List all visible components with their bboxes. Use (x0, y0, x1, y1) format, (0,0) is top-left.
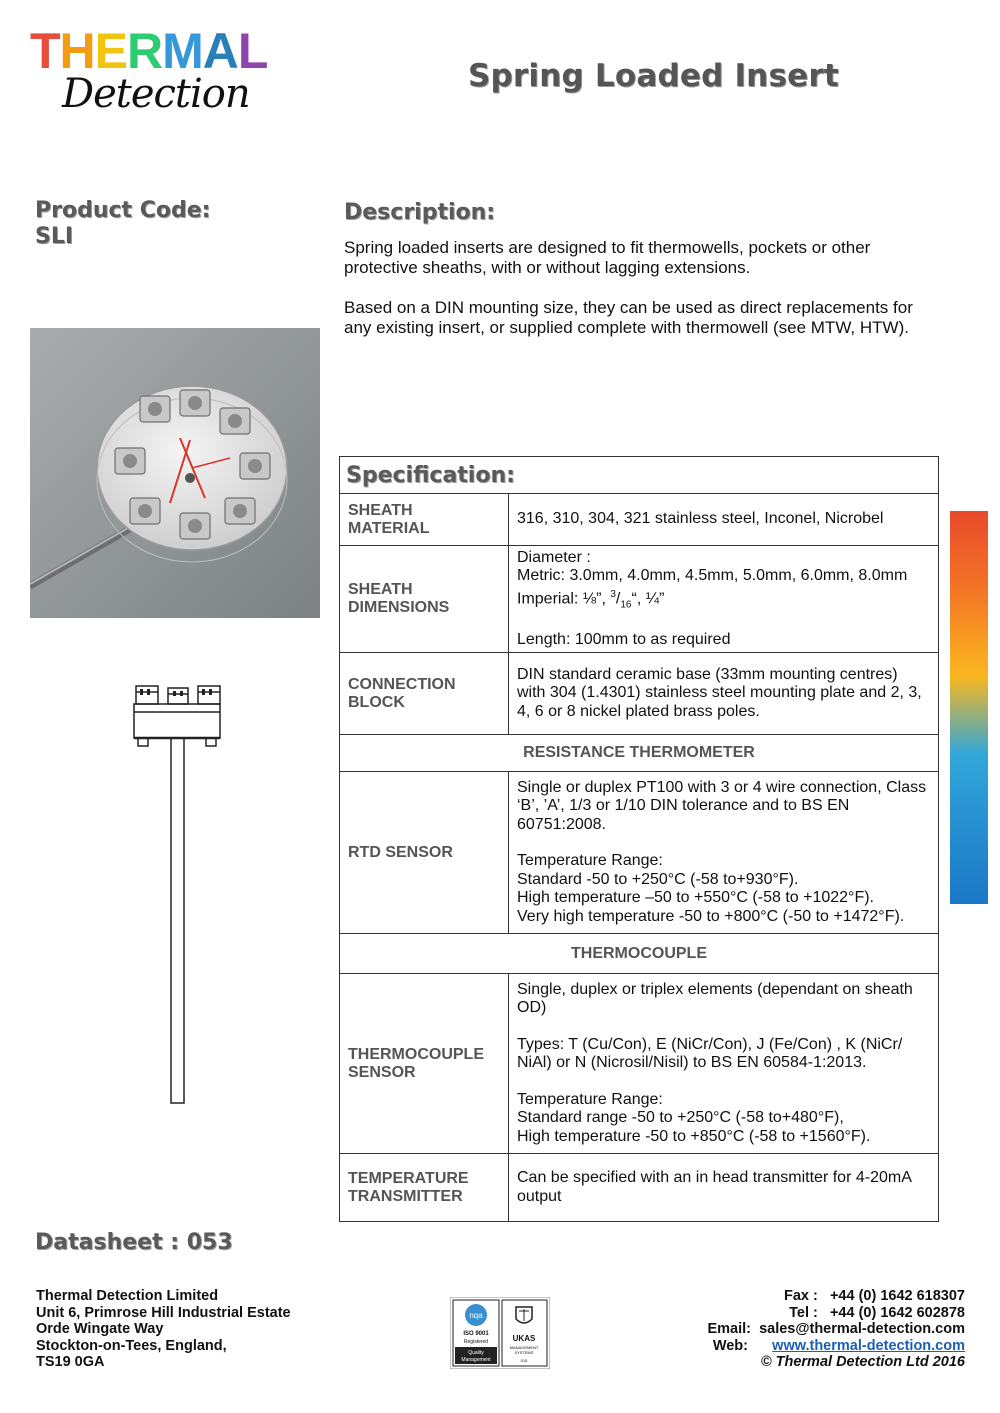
tc-range-title: Temperature Range: (517, 1090, 663, 1108)
spec-label-rtd-sensor: RTD SENSOR (340, 772, 509, 934)
section-heading-resistance-thermometer: RESISTANCE THERMOMETER (340, 735, 939, 772)
spec-diameter: Diameter : (517, 548, 591, 566)
copyright: © Thermal Detection Ltd 2016 (760, 1354, 965, 1371)
rtd-range-very-high: Very high temperature -50 to +800°C (-50 to +1472°F). (517, 907, 905, 925)
spec-label-line: THERMOCOUPLE (348, 1045, 484, 1063)
logo-letter: L (237, 23, 268, 79)
spec-metric: Metric: 3.0mm, 4.0mm, 4.5mm, 5.0mm, 6.0mm, 8.0mm (517, 567, 908, 585)
spec-imperial-numerator: 3 (610, 588, 616, 600)
logo-letter: A (202, 23, 238, 79)
website-link[interactable]: www.thermal-detection.com (772, 1337, 965, 1354)
rtd-range-standard: Standard -50 to +250°C (-58 to+930°F). (517, 870, 799, 888)
email-label: Email: (707, 1321, 751, 1338)
spec-row-thermocouple-sensor (340, 974, 939, 1154)
logo-wordmark-detection: Detection (62, 71, 250, 117)
logo-letter: M (162, 23, 203, 79)
fax-label: Fax : (784, 1288, 818, 1304)
rtd-range-high: High temperature –50 to +550°C (-58 to +1022°F). (517, 889, 874, 907)
spec-label-thermocouple-sensor (340, 974, 509, 1154)
ukas-label: UKAS (512, 1334, 536, 1343)
ukas-number: 015 (520, 1358, 528, 1363)
web-label: Web: (712, 1337, 748, 1354)
spec-label-line: BLOCK (348, 693, 405, 711)
nqa-registered: Registered (463, 1339, 489, 1345)
tc-range-high: High temperature -50 to +850°C (-58 to +1560°F). (517, 1127, 871, 1145)
address-line: Stockton-on-Tees, England, (36, 1337, 227, 1354)
spec-label-line: TEMPERATURE (348, 1169, 469, 1187)
web-row (707, 1338, 965, 1355)
spec-label-temperature-transmitter (340, 1154, 509, 1222)
footer-address (36, 1288, 291, 1371)
spec-label-line: SHEATH (348, 501, 413, 519)
spec-length: Length: 100mm to as required (517, 630, 731, 648)
page-title: Spring Loaded Insert (468, 58, 839, 94)
email-row (707, 1321, 965, 1338)
tel-number: +44 (0) 1642 602878 (829, 1304, 965, 1321)
spec-value-rtd-sensor (509, 772, 939, 934)
spec-label-line: CONNECTION (348, 675, 456, 693)
specification-table (339, 456, 939, 1222)
nqa-quality: Quality (468, 1350, 484, 1356)
logo-wordmark-thermal (30, 23, 268, 79)
spec-row-sheath-material (340, 494, 939, 546)
spec-label-sheath-material (340, 494, 509, 546)
footer-contact (707, 1288, 965, 1371)
insert-drawing (120, 680, 240, 1110)
description-paragraph-2: Based on a DIN mounting size, they can be used as direct replacements for any existing insert, or supplied complete with thermowell (see MTW, HTW). (344, 298, 913, 337)
spec-imperial-prefix: Imperial: ⅛”, (517, 590, 611, 608)
spec-label-line: SENSOR (348, 1063, 416, 1081)
specification-heading: Specification: (340, 457, 939, 494)
tel-label: Tel : (789, 1304, 818, 1321)
description-heading: Description: (344, 200, 496, 225)
tc-range-standard: Standard range -50 to +250°C (-58 to+480°F), (517, 1109, 844, 1127)
decorative-gradient-bar (950, 511, 988, 904)
email-address[interactable]: sales@thermal-detection.com (759, 1321, 965, 1338)
spec-row-connection-block (340, 653, 939, 735)
spec-section-thermocouple (340, 934, 939, 974)
spec-imperial-suffix: “, ¼” (631, 590, 665, 608)
spec-row-sheath-dimensions (340, 546, 939, 653)
spec-imperial: Imperial: ⅛”, $^3/_{16}“$, ¼” (517, 588, 665, 611)
spec-section-rtd (340, 735, 939, 772)
rtd-description: Single or duplex PT100 with 3 or 4 wire connection, Class ‘B’, ’A’, 1/3 or 1/10 DIN tolerance and to BS EN 60751:2008. (517, 778, 927, 833)
spec-label-sheath-dimensions (340, 546, 509, 653)
description-paragraph-1: Spring loaded inserts are designed to fit thermowells, pockets or other protective sheaths, with or without lagging extensions. (344, 238, 871, 277)
rtd-range-title: Temperature Range: (517, 852, 663, 870)
tc-elements: Single, duplex or triplex elements (dependant on sheath OD) (517, 980, 913, 1017)
spec-value-temperature-transmitter: Can be specified with an in head transmitter for 4-20mA output (509, 1154, 939, 1222)
product-photo (30, 328, 320, 618)
logo-letter: H (59, 23, 95, 79)
fax-row (707, 1288, 965, 1305)
spec-label-line: SHEATH (348, 581, 413, 598)
product-code (35, 198, 210, 250)
fax-number: +44 (0) 1642 618307 (829, 1288, 965, 1304)
spec-value-thermocouple-sensor (509, 974, 939, 1154)
address-line: Thermal Detection Limited (36, 1288, 219, 1304)
address-line: Orde Wingate Way (36, 1321, 164, 1338)
datasheet-number: Datasheet : 053 (35, 1230, 233, 1255)
spec-label-connection-block (340, 653, 509, 735)
section-heading-thermocouple: THERMOCOUPLE (340, 934, 939, 974)
certification-badges (450, 1297, 550, 1369)
tc-types: Types: T (Cu/Con), E (NiCr/Con), J (Fe/Con) , K (NiCr/ NiAl) or N (Nicrosil/Nisil) to BS EN 60584-1:2013. (517, 1035, 903, 1072)
address-line: TS19 0GA (36, 1354, 105, 1371)
nqa-management: Management (461, 1357, 491, 1363)
spec-row-rtd-sensor (340, 772, 939, 934)
spec-row-temperature-transmitter (340, 1154, 939, 1222)
nqa-logo-text: nqa (469, 1311, 483, 1320)
spec-label-line: MATERIAL (348, 519, 430, 537)
spec-value-connection-block: DIN standard ceramic base (33mm mounting centres) with 304 (1.4301) stainless steel mounting plate and 2, 3, 4, 6 or 8 nickel plated brass poles. (509, 653, 939, 735)
spec-imperial-denominator: 16 (620, 599, 632, 611)
nqa-iso: ISO 9001 (463, 1331, 489, 1337)
ukas-management: MANAGEMENT (509, 1345, 539, 1350)
logo-letter: T (30, 23, 60, 79)
spec-title-row (340, 457, 939, 494)
spec-label-line: DIMENSIONS (348, 599, 450, 616)
ukas-systems: SYSTEMS (514, 1350, 534, 1355)
tel-row (707, 1305, 965, 1322)
spec-value-sheath-material: 316, 310, 304, 321 stainless steel, Inconel, Nicrobel (509, 494, 939, 546)
product-code-label: Product Code: (35, 198, 211, 223)
logo-letter: E (94, 23, 128, 79)
logo-letter: R (127, 23, 163, 79)
spec-label-line: TRANSMITTER (348, 1187, 463, 1205)
address-line: Unit 6, Primrose Hill Industrial Estate (36, 1304, 291, 1321)
spec-value-sheath-dimensions (509, 546, 939, 653)
product-code-value: SLI (35, 224, 74, 249)
